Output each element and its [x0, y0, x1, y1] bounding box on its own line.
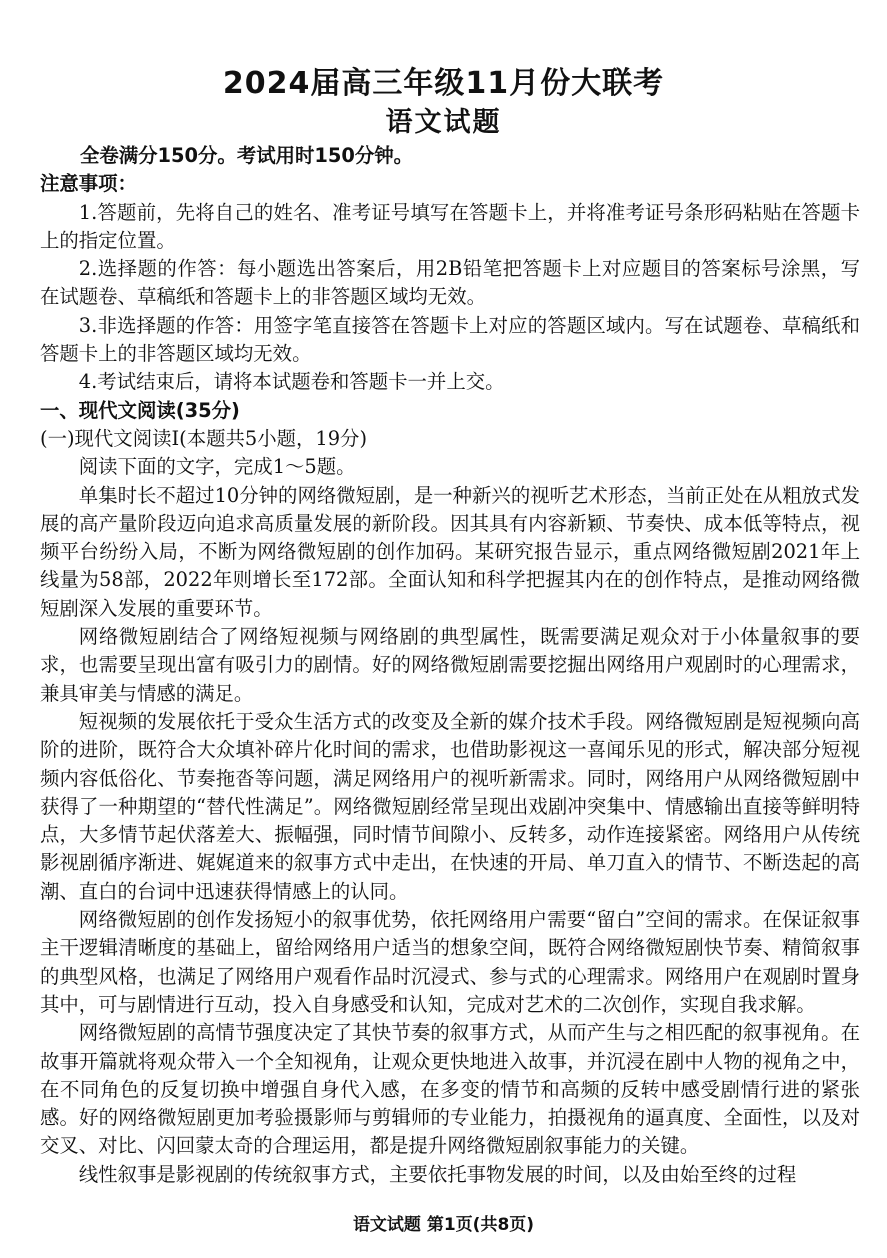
subject-title: 语文试题 [385, 107, 502, 138]
passage-paragraph-2: 网络微短剧结合了网络短视频与网络剧的典型属性，既需要满足观众对于小体量叙事的要求，也需要呈现出富有吸引力的剧情。好的网络微短剧需要挖掘出网络用户观剧时的心理需求，兼具审美与情感的满足。 [40, 625, 860, 705]
passage-paragraph-4: 网络微短剧的创作发扬短小的叙事优势，依托网络用户需要“留白”空间的需求。在保证叙事主干逻辑清晰度的基础上，留给网络用户适当的想象空间，既符合网络微短剧快节奏、精简叙事的典型风格，也满足了网络用户观看作品时沉浸式、参与式的心理需求。网络用户在观剧时置身其中，可与剧情进行互动，投入自身感受和认知，完成对艺术的二次创作，实现自我求解。 [40, 908, 860, 1016]
exam-title: 2024届高三年级11月份大联考 [222, 66, 665, 101]
notice-item-2: 2.选择题的作答：每小题选出答案后，用2B铅笔把答题卡上对应题目的答案标号涂黑，写在试题卷、草稿纸和答题卡上的非答题区域均无效。 [40, 257, 860, 309]
page-body [40, 142, 860, 1189]
passage-paragraph-5: 网络微短剧的高情节强度决定了其快节奏的叙事方式，从而产生与之相匹配的叙事视角。在故事开篇就将观众带入一个全知视角，让观众更快地进入故事，并沉浸在剧中人物的视角之中，在不同角色的反复切换中增强自身代入感，在多变的情节和高频的反转中感受剧情行进的紧张感。好的网络微短剧更加考验摄影师与剪辑师的专业能力，拍摄视角的逼真度、全面性，以及对交叉、对比、闪回蒙太奇的合理运用，都是提升网络微短剧叙事能力的关键。 [40, 1021, 860, 1158]
section-subheading: (一)现代文阅读Ⅰ(本题共5小题，19分) [40, 426, 368, 450]
passage-paragraph-3: 短视频的发展依托于受众生活方式的改变及全新的媒介技术手段。网络微短剧是短视频向高阶的进阶，既符合大众填补碎片化时间的需求，也借助影视这一喜闻乐见的形式，解决部分短视频内容低俗化、节奏拖沓等问题，满足网络用户的视听新需求。同时，网络用户从网络微短剧中获得了一种期望的“替代性满足”。网络微短剧经常呈现出戏剧冲突集中、情感输出直接等鲜明特点，大多情节起伏落差大、振幅强，同时情节间隙小、反转多，动作连接紧密。网络用户从传统影视剧循序渐进、娓娓道来的叙事方式中走出，在快速的开局、单刀直入的情节、不断迭起的高潮、直白的台词中迅速获得情感上的认同。 [40, 709, 860, 903]
page-footer: 语文试题 第1页(共8页) [352, 1215, 535, 1235]
score-info: 全卷满分150分。考试用时150分钟。 [80, 144, 414, 167]
passage-paragraph-1: 单集时长不超过10分钟的网络微短剧，是一种新兴的视听艺术形态，当前正处在从粗放式发展的高产量阶段迈向追求高质量发展的新阶段。因其具有内容新颖、节奏快、成本低等特点，视频平台纷纷入局，不断为网络微短剧的创作加码。某研究报告显示，重点网络微短剧2021年上线量为58部，2022年则增长至172部。全面认知和科学把握其内在的创作特点，是推动网络微短剧深入发展的重要环节。 [40, 483, 860, 620]
reading-instruction: 阅读下面的文字，完成1～5题。 [78, 455, 356, 479]
notice-item-4: 4.考试结束后，请将本试题卷和答题卡一并上交。 [78, 370, 505, 394]
section-heading: 一、现代文阅读(35分) [40, 398, 240, 422]
notice-heading: 注意事项： [40, 172, 137, 196]
notice-item-1: 1.答题前，先将自己的姓名、准考证号填写在答题卡上，并将准考证号条形码粘贴在答题卡上的指定位置。 [40, 200, 860, 252]
passage-paragraph-6: 线性叙事是影视剧的传统叙事方式，主要依托事物发展的时间，以及由始至终的过程 [78, 1162, 797, 1186]
notice-item-3: 3.非选择题的作答：用签字笔直接答在答题卡上对应的答题区域内。写在试题卷、草稿纸和答题卡上的非答题区域均无效。 [40, 313, 860, 366]
